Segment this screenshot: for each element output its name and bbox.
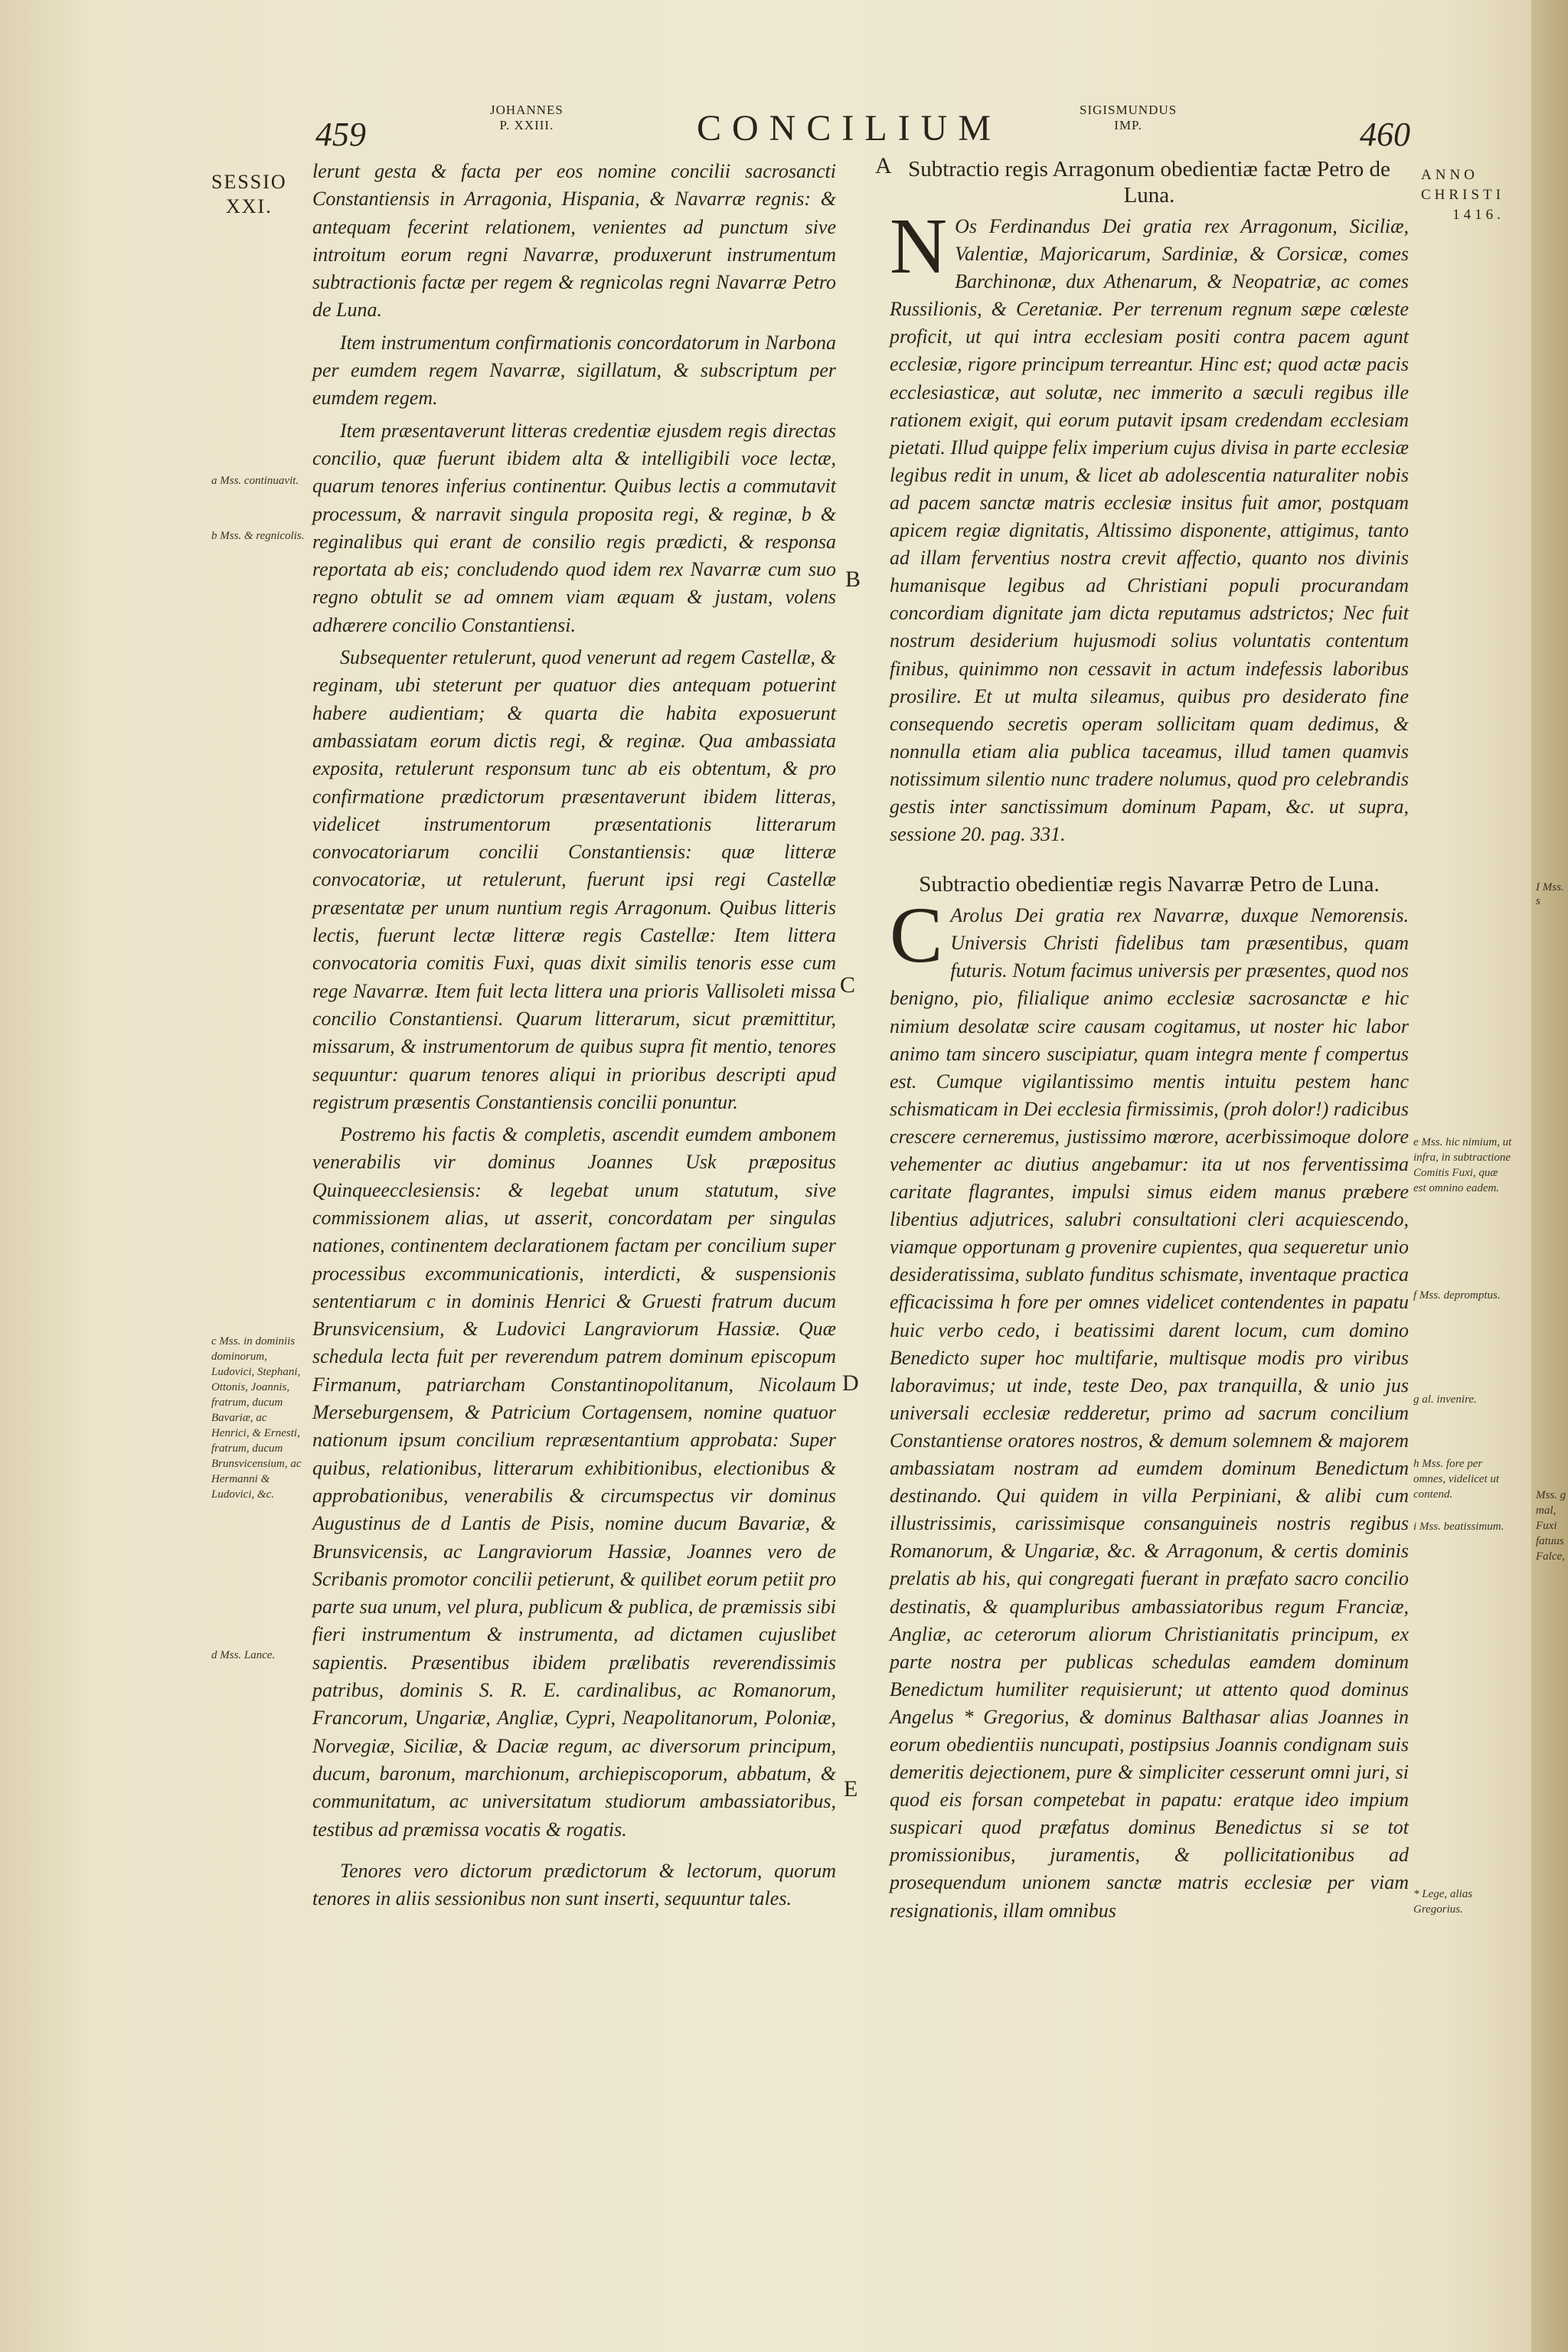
paragraph: Postremo his factis & completis, ascendit eumdem ambonem venerabilis vir dominus Joannes Usk præpositus Quinqueecclesiensis: & legebat unum statutum, sive commissionem alias, ut asserit, concordatam per singulas nationes, continentem declarationem factam per concilium super processibus excommunicationis, interdicti, & suspensionis sententiarum c in dominis Henrici & Gruesti fratrum ducum Brunsvicensium, & Ludovici Langraviorum Hassiæ. Quæ schedula lecta fuit per reverendum patrem dominum episcopum Firmanum, patriarcham Constantinopolitanum, Nicolaum Merseburgensem, & Patricium Cortagensem, nomine quatuor nationum ipsum concilium repræsentantium approbata: Super quibus, relationibus, litterarum exhibitionibus, electionibus & approbationibus, venerabilis & circumspectus vir dominus Augustinus de d Lantis de Pisis, nomine ducum Bavariæ, & Brunsvicensis, ac Langraviorum Hassiæ, Joannes vero de Scribanis promotor concilii petierunt, & quilibet eorum petiit pro parte sua unum, vel plura, publicum & publica, de præmissis sibi fieri instrumentum & instrumenta, ad dictamen cujuslibet sapientis. Præsentibus ibidem prælibatis reverendissimis patribus, dominis S. R. E. cardinalibus, ac Romanorum, Francorum, Ungariæ, Angliæ, Cypri, Neapolitanorum, Poloniæ, Norvegiæ, Siciliæ, & Daciæ regum, ac diversorum principum, ducum, baronum, marchionum, archiepiscoporum, abbatum, & communitatum, ac universitatum studiorum ambassiatoribus, testibus ad præmissa vocatis & rogatis. [312, 1123, 836, 1841]
margin-note: f Mss. depromptus. [1413, 1289, 1501, 1302]
paragraph: Tenores vero dictorum prædictorum & lectorum, quorum tenores in aliis sessionibus non sunt inserti, sequuntur tales. [312, 1859, 836, 1910]
section-letter: C [840, 972, 856, 998]
section-letter: D [842, 1370, 859, 1396]
margin-note: d Mss. Lance. [211, 1649, 276, 1661]
paragraph: Item præsentaverunt litteras credentiæ ejusdem regis directas concilio, quæ fuerunt ibidem alta & intelligibili voce lectæ, quarum tenores inferius continentur. Quibus lectis a commutavit processum, & narravit singula proposita regi, & reginæ, b & reginalibus qui erant de consilio regis prædicti, & responsa reportata ab eis; concludendo quod idem rex Navarræ cum suo regno obtulit se ad omnem viam æquam & justam, volens adhærere concilio Constantiensi. [312, 419, 836, 636]
edge-fragment: Falce, [1536, 1550, 1565, 1563]
year-label: ANNO [1421, 167, 1478, 183]
margin-note: i Mss. beatissimum. [1413, 1521, 1504, 1533]
section-letter: A [875, 153, 892, 178]
edge-fragment: fatuus [1536, 1535, 1564, 1547]
page-number-left: 459 [315, 116, 366, 153]
page-title: CONCILIUM [697, 108, 1001, 149]
year-label: CHRISTI [1421, 187, 1504, 203]
paragraph [890, 202, 1409, 848]
section-letter: B [845, 567, 861, 592]
margin-note: a Mss. continuavit. [211, 475, 299, 487]
running-head-left-line: JOHANNES [490, 103, 564, 117]
left-column [312, 158, 836, 1917]
paragraph: Item instrumentum confirmationis concordatorum in Narbona per eumdem regem Navarræ, sigillatum, & subscriptum per eumdem regem. [312, 331, 836, 410]
margin-note: b Mss. & regnicolis. [211, 530, 305, 542]
paragraph: Subsequenter retulerunt, quod venerunt ad regem Castellæ, & reginam, ubi steterunt per quatuor dies antequam potuerint habere audientiam; & quarta die habita exposuerunt ambassiatam eorum dictis regi, & reginæ. Qua ambassiata exposita, retulerunt responsum tunc ab eis obtentum, & pro confirmatione prædictorum præsentaverunt ibidem litteras, videlicet instrumentorum præsentationis litterarum convocatoriarum concilii Constantiensis: quæ litteræ convocatoriæ, ut retulerunt, fuerunt ipsi regi Castellæ præsentatæ per unum nuntium regis Arragonum. Quibus litteris lectis, fuerunt lectæ litteræ regis Castellæ: Item littera convocatoria comitis Fuxi, quas dixit similis tenoris esse cum rege Navarræ. Item fuit lecta littera una prioris Vallisoleti missa concilio Constantiensi. Quarum litterarum, sicut præmittitur, missarum, & instrumentorum de quibus supra fit mentio, tenores sequuntur: quarum tenores aliqui in prioribus descripti apud registrum præsentis Constantiensis concilii ponuntur. [312, 646, 836, 1113]
paragraph-text: Arolus Dei gratia rex Navarræ, duxque Nemorensis. Universis Christi fidelibus tam præsentibus, quam futuris. Notum facimus universis per præsentes, quod nos benigno, pio, filialique animo ecclesiæ sacrosanctæ e hic nimium desolatæ scire causam cogitamus, ut noster hic labor animo tam sincero suscipiatur, quam integra mente f compertus est. Cumque vigilantissimo mentis intuitu pestem hanc schismaticam in Dei ecclesia firmissimis, (proh dolor!) radicibus crescere cerneremus, justissimo mœrore, acerbissimoque dolore vehementer ac diutius angebamur: ita ut nos ferventissima caritate flagrantes, impulsi simus eidem manus præbere libentius adjutrices, salubri consultationi cleri acquiescendo, viamque opportunam g provenire cupientes, qua sequeretur unio desideratissima, sublato funditus schismate, inventaque practica efficacissima h fore per omnes videlicet contendentes in papatu huic verbo cedo, i beatissimi darent locum, cum domino Benedicto super hoc multifarie, multisque modis pro viribus laboravimus; ut inde, teste Deo, pax tranquilla, & unio jus universali ecclesiæ redderetur, primo ad sacrum concilium Constantiense oratores nostros, & demum solemnem & majorem ambassiatam nostram ad eumdem dominum Benedictum destinando. Qui quidem in villa Perpiniani, & alibi cum illustrissimis, carissimisque consanguineis nostris regibus Romanorum, & Ungariæ, &c. & Arragonum, & certis dominis prelatis ab his, qui congregati fuerant in præfato sacro concilio destinatis, & quampluribus ambassiatoribus regum Franciæ, Angliæ, ac ceterorum aliorum Christianitatis principum, ex parte nostra per publicas schedulas eamdem dominum Benedictum humiliter requisierunt; ut attento quod dominus Angelus * Gregorius, & dominus Balthasar alias Joannes in eorum obedientiis nuncupati, postipsius Joannis condignam suis demeritis dejectionem, pure & simpliciter cesserunt omni juri, si quod eis forsan competebat in papatu: eratque ideo impium suspicari quod præfatus dominus Benedictus si se tot promissionibus, juramentis, & pollicitationibus ad prosequendum unionem sanctæ matris ecclesiæ per viam resignationis, illam omnibus [890, 904, 1409, 1922]
edge-fragment: mal, [1536, 1504, 1557, 1517]
drop-cap: N [890, 202, 948, 290]
margin-note: * Lege, alias Gregorius. [1413, 1888, 1473, 1916]
running-head-right-line: IMP. [1114, 118, 1142, 132]
paragraph [890, 891, 1409, 1924]
edge-fragment: I Mss. s [1536, 881, 1564, 907]
drop-cap: C [890, 891, 943, 980]
running-head-right-line: SIGISMUNDUS [1080, 103, 1178, 117]
margin-note: e Mss. hic nimium, ut infra, in subtractione Comitis Fuxi, quæ est omnino eadem. [1413, 1136, 1512, 1194]
year-marker [1421, 165, 1504, 225]
running-head-right [1080, 103, 1177, 133]
right-column [890, 156, 1409, 1929]
page-number-right: 460 [1360, 116, 1410, 153]
session-number: XXI. [225, 195, 273, 217]
margin-note: h Mss. fore per omnes, videlicet ut contend. [1413, 1458, 1500, 1501]
margin-note: g al. invenire. [1413, 1393, 1477, 1406]
year-value: 1416. [1452, 207, 1504, 223]
session-label: SESSIO [211, 171, 287, 193]
paragraph: lerunt gesta & facta per eos nomine concilii sacrosancti Constantiensis in Arragonia, Hispania, & Navarræ regnis: & antequam fecerint relationem, venientes ad punctum sive introitum eorum regni Navarræ, produxerunt instrumentum subtractionis factæ per regem & regnicolas regni Navarræ Petro de Luna. [312, 160, 836, 322]
section-heading: Subtractio obedientiæ regis Navarræ Petro de Luna. [919, 872, 1380, 897]
session-marker [211, 170, 287, 219]
edge-fragment: Fuxi [1536, 1520, 1557, 1532]
section-heading: Subtractio regis Arragonum obedientiæ factæ Petro de Luna. [908, 157, 1390, 207]
running-head-left-line: P. XXIII. [499, 118, 554, 132]
margin-note: c Mss. in dominiis dominorum, Ludovici, Stephani, Ottonis, Joannis, fratrum, ducum Bavariæ, ac Henrici, & Ernesti, fratrum, ducum Brunsvicensium, ac Hermanni & Ludovici, &c. [211, 1335, 302, 1501]
section-letter: E [844, 1776, 858, 1802]
running-head-left [490, 103, 564, 133]
adjacent-page-edge [1531, 0, 1568, 2352]
edge-fragment: Mss. g [1536, 1489, 1566, 1501]
paragraph-text: Os Ferdinandus Dei gratia rex Arragonum, Siciliæ, Valentiæ, Majoricarum, Sardiniæ, & Corsicæ, comes Barchinonæ, dux Athenarum, & Neopatriæ, ac comes Russilionis, & Ceretaniæ. Per terrenum regnum sæpe cœleste proficit, ut qui intra ecclesiam positi contra pacem agunt ecclesiæ, rigore principum terreantur. Hinc est; quod actæ pacis ecclesiasticæ, aut solutæ, nec immerito a sæculi regibus ille rationem exigit, qui eorum putavit ipsam credendam ecclesiam pietati. Illud quippe felix imperium cujus divisa in parte ecclesiæ legibus redit in unum, & licet ab adolescentia naturaliter nobis ad pacem sanctæ matris ecclesiæ insitus fuit amor, postquam apicem regiæ dignitatis, Altissimo disponente, attigimus, tanto ad illam ferventius nostra crevit affectio, quanto nos divinis humanisque legibus ad Christiani populi procurandam concordiam dignitate jam dicta reputamus adstrictos; Nec fuit nostrum desiderium hujusmodi solius voluntatis contentum finibus, quinimmo non cessavit in actum indefessis laboribus prosilire. Et ut multa sileamus, quibus pro desiderato fine consequendo secretis operam sollicitam quam dedimus, & nonnulla etiam alia publica taceamus, illud tamen quamvis notissimum silentio nunc tradere nolumus, quod pro celebrandis gestis inter sanctissimum dominum Papam, &c. ut supra, sessione 20. pag. 331. [890, 215, 1409, 846]
